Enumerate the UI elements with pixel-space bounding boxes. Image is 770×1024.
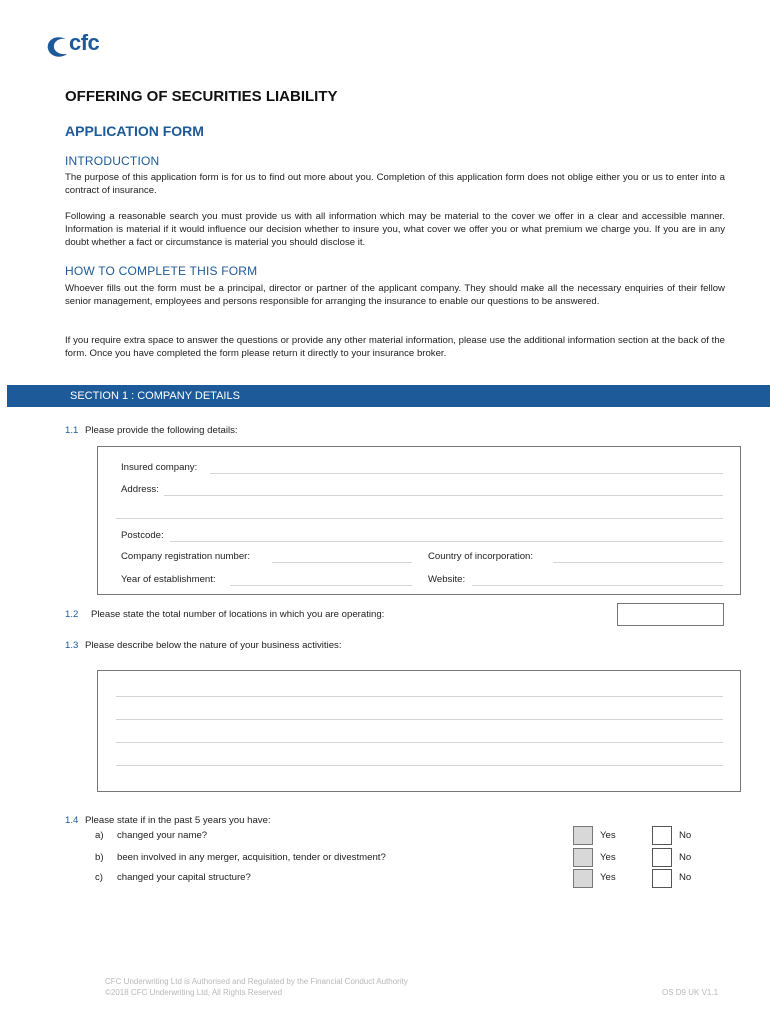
footer-form-code: OS D9 UK V1.1 [662, 988, 719, 997]
year-field[interactable] [230, 585, 412, 586]
question-text: Please provide the following details: [85, 425, 238, 436]
yes-label: Yes [600, 872, 616, 883]
section-1-heading: SECTION 1 : COMPANY DETAILS [70, 390, 240, 402]
question-1-2 [65, 609, 384, 620]
yes-label: Yes [600, 830, 616, 841]
question-1-4-a-letter: a) [95, 830, 104, 841]
question-number: 1.2 [65, 609, 79, 620]
how-to-paragraph-1: Whoever fills out the form must be a principal, director or partner of the applicant company. They should make all the necessary enquiries of their fellow senior management, employees and persons responsible for arranging the insurance to enable our questions to be answered. [65, 283, 725, 307]
address-field-line-2[interactable] [116, 518, 723, 519]
logo-text: cfc [69, 30, 100, 55]
question-1-4-b-yes-checkbox[interactable] [573, 848, 593, 867]
business-activities-box[interactable] [97, 670, 741, 792]
insured-company-label: Insured company: [121, 462, 198, 473]
website-label: Website: [428, 574, 466, 585]
country-label: Country of incorporation: [428, 551, 534, 562]
question-1-4-c-yes-checkbox[interactable] [573, 869, 593, 888]
introduction-heading: INTRODUCTION [65, 154, 160, 168]
question-1-1 [65, 425, 238, 436]
document-subtitle: APPLICATION FORM [65, 123, 204, 139]
address-label: Address: [121, 484, 159, 495]
question-1-4-a-no-checkbox[interactable] [652, 826, 672, 845]
year-label: Year of establishment: [121, 574, 216, 585]
registration-field[interactable] [272, 562, 412, 563]
question-number: 1.3 [65, 640, 79, 651]
how-to-heading: HOW TO COMPLETE THIS FORM [65, 264, 258, 278]
introduction-paragraph-1: The purpose of this application form is for us to find out more about you. Completion of this application form does not oblige either you or us to enter into a contract of insurance. [65, 172, 725, 196]
no-label: No [679, 852, 692, 863]
yes-label: Yes [600, 852, 616, 863]
business-activities-line [116, 765, 723, 766]
postcode-label: Postcode: [121, 530, 164, 541]
business-activities-line [116, 742, 723, 743]
question-number: 1.1 [65, 425, 79, 436]
how-to-paragraph-2: If you require extra space to answer the questions or provide any other material information, please use the additional information section at the back of the form. Once you have completed the form please return it directly to your insurance broker. [65, 335, 725, 359]
question-1-4-a-yes-checkbox[interactable] [573, 826, 593, 845]
business-activities-line [116, 696, 723, 697]
no-label: No [679, 830, 692, 841]
question-1-4-b-text: been involved in any merger, acquisition, tender or divestment? [117, 852, 386, 863]
address-field-line-1[interactable] [164, 495, 723, 496]
locations-count-input[interactable] [617, 603, 724, 626]
question-1-4-c-text: changed your capital structure? [117, 872, 251, 883]
registration-label: Company registration number: [121, 551, 251, 562]
business-activities-line [116, 719, 723, 720]
question-1-4-a-text: changed your name? [117, 830, 208, 841]
country-field[interactable] [553, 562, 723, 563]
question-1-4 [65, 815, 271, 826]
introduction-paragraph-2: Following a reasonable search you must provide us with all information which may be material to the cover we offer in a clear and accessible manner. Information is material if it would influence our decision whether to insure you, what cover we offer you or what premium we charge you. If you are in any doubt whether a fact or circumstance is material you should disclose it. [65, 211, 725, 248]
question-text: Please state the total number of locations in which you are operating: [91, 609, 385, 620]
postcode-field[interactable] [170, 541, 723, 542]
insured-company-field[interactable] [210, 473, 723, 474]
no-label: No [679, 872, 692, 883]
footer-copyright: ©2018 CFC Underwriting Ltd, All Rights Reserved [105, 988, 283, 997]
question-text: Please describe below the nature of your business activities: [85, 640, 342, 651]
document-title: OFFERING OF SECURITIES LIABILITY [65, 88, 338, 105]
question-number: 1.4 [65, 815, 79, 826]
question-1-4-b-no-checkbox[interactable] [652, 848, 672, 867]
footer-regulation: CFC Underwriting Ltd is Authorised and Regulated by the Financial Conduct Authority [105, 977, 408, 986]
website-field[interactable] [472, 585, 723, 586]
question-1-3 [65, 640, 342, 651]
question-1-4-c-no-checkbox[interactable] [652, 869, 672, 888]
question-text: Please state if in the past 5 years you have: [85, 815, 271, 826]
question-1-4-b-letter: b) [95, 852, 104, 863]
question-1-4-c-letter: c) [95, 872, 103, 883]
